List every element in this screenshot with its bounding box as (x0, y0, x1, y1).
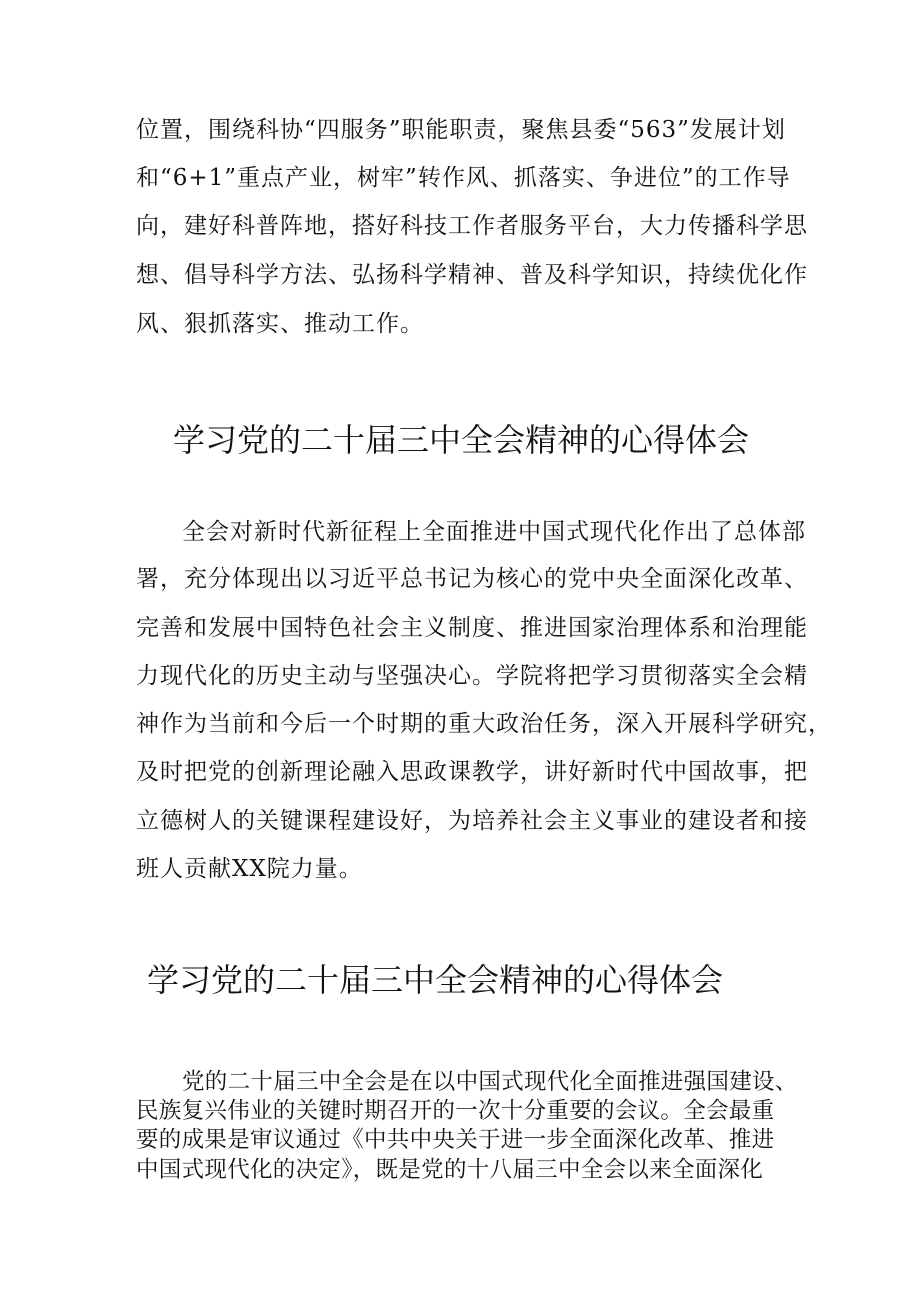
section-heading: 学习党的二十届三中全会精神的心得体会 (173, 421, 750, 459)
text-line: 党的二十届三中全会是在以中国式现代化全面推进强国建设、 (182, 1069, 798, 1095)
text-line: 班人贡献XX院力量。 (136, 856, 363, 882)
section-heading: 学习党的二十届三中全会精神的心得体会 (147, 961, 724, 999)
text-line: 及时把党的创新理论融入思政课教学，讲好新时代中国故事，把 (136, 759, 808, 785)
text-line: 立德树人的关键课程建设好，为培养社会主义事业的建设者和接 (136, 808, 808, 834)
text-line: 全会对新时代新征程上全面推进中国式现代化作出了总体部 (182, 519, 806, 545)
text-line: 位置，围绕科协“四服务”职能职责，聚焦县委“563”发展计划 (136, 117, 786, 143)
text-line: 中国式现代化的决定》，既是党的十八届三中全会以来全面深化 (136, 1157, 764, 1183)
text-line: 要的成果是审议通过《中共中央关于进一步全面深化改革、推进 (136, 1127, 775, 1153)
text-line: 风、狠抓落实、推动工作。 (136, 311, 424, 337)
text-line: 神作为当前和今后一个时期的重大政治任务，深入开展科学研究， (136, 711, 832, 737)
text-line: 署，充分体现出以习近平总书记为核心的党中央全面深化改革、 (136, 566, 808, 592)
text-line: 力现代化的历史主动与坚强决心。学院将把学习贯彻落实全会精 (136, 663, 808, 689)
text-line: 想、倡导科学方法、弘扬科学精神、普及科学知识，持续优化作 (136, 262, 808, 288)
text-line: 完善和发展中国特色社会主义制度、推进国家治理体系和治理能 (136, 615, 808, 641)
text-line: 和“6+1”重点产业，树牢”转作风、抓落实、争进位”的工作导 (136, 165, 791, 191)
text-line: 向，建好科普阵地，搭好科技工作者服务平台，大力传播科学思 (136, 213, 808, 239)
text-line: 民族复兴伟业的关键时期召开的一次十分重要的会议。全会最重 (136, 1098, 775, 1124)
